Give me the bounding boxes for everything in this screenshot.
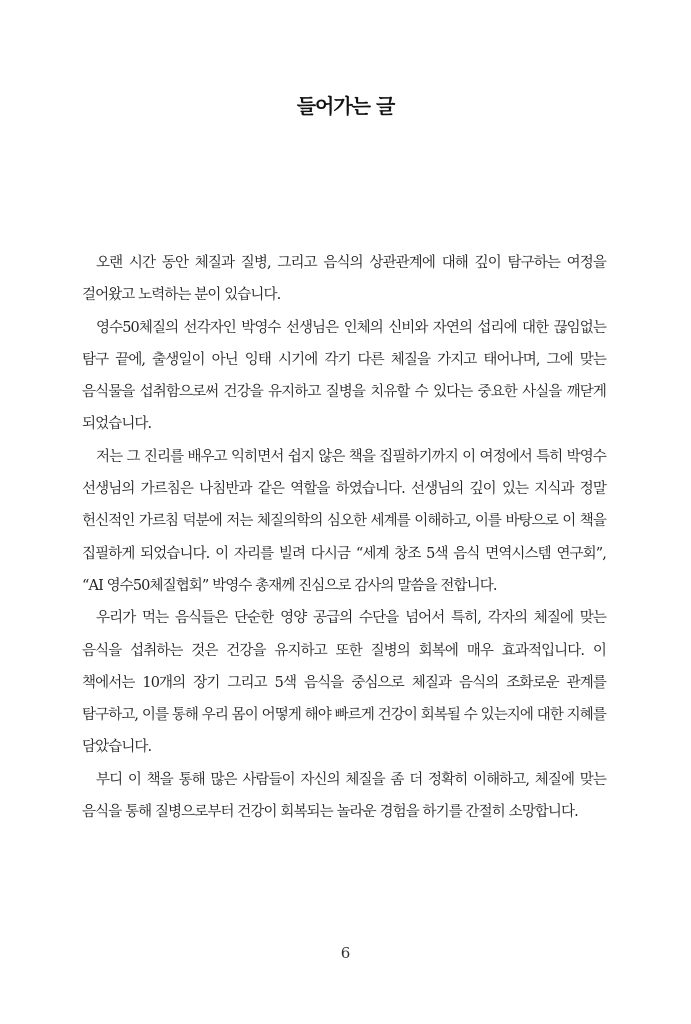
page-number: 6 xyxy=(340,944,351,962)
paragraph-3: 저는 그 진리를 배우고 익히면서 쉽지 않은 책을 집필하기까지 이 여정에서 특히 박영수 선생님의 가르침은 나침반과 같은 역할을 하였습니다. 선생님의 깊이 있는 지식과 정말 헌신적인 가르침 덕분에 저는 체질의학의 심오한 세계를 이해하고, 이를 바탕으로 이 책을 집필하게 되었습니다. 이 자리를 빌려 다시금 “세계 창조 5색 음식 면역시스템 연구회”, “AI 영수50체질협회” 박영수 총재께 진심으로 감사의 말씀을 전합니다. xyxy=(82,448,606,594)
chapter-title: 들어가는 글 xyxy=(296,94,395,118)
paragraph-5: 부디 이 책을 통해 많은 사람들이 자신의 체질을 좀 더 정확히 이해하고, 체질에 맞는 음식을 통해 질병으로부터 건강이 회복되는 놀라운 경험을 하기를 간절히 소망합니다. xyxy=(82,771,606,821)
paragraph-2: 영수50체질의 선각자인 박영수 선생님은 인체의 신비와 자연의 섭리에 대한 끊임없는 탐구 끝에, 출생일이 아닌 잉태 시기에 각기 다른 체질을 가지고 태어나며, 그에 맞는 음식물을 섭취함으로써 건강을 유지하고 질병을 치유할 수 있다는 중요한 사실을 깨닫게 되었습니다. xyxy=(82,319,606,433)
paragraph-1: 오랜 시간 동안 체질과 질병, 그리고 음식의 상관관계에 대해 깊이 탐구하는 여정을 걸어왔고 노력하는 분이 있습니다. xyxy=(82,255,606,304)
body-text xyxy=(82,247,606,828)
paragraph-4: 우리가 먹는 음식들은 단순한 영양 공급의 수단을 넘어서 특히, 각자의 체질에 맞는 음식을 섭취하는 것은 건강을 유지하고 또한 질병의 회복에 매우 효과적입니다. 이 책에서는 10개의 장기 그리고 5색 음식을 중심으로 체질과 음식의 조화로운 관계를 탐구하고, 이를 통해 우리 몸이 어떻게 해야 빠르게 건강이 회복될 수 있는지에 대한 지혜를 담았습니다. xyxy=(82,610,606,756)
